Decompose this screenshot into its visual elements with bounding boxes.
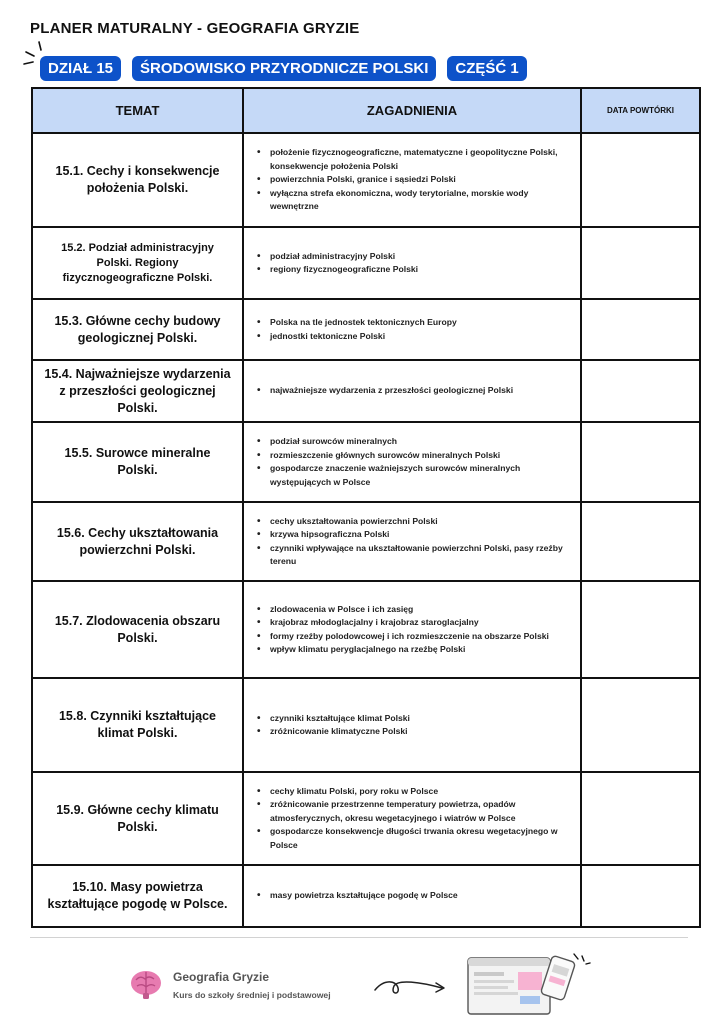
issues-list (256, 435, 566, 489)
section-name-pill: ŚRODOWISKO PRZYRODNICZE POLSKI (132, 56, 436, 81)
issues-list (256, 785, 566, 853)
laptop-phone-mockup-icon (462, 950, 592, 1016)
issues-cell (243, 360, 581, 422)
planner-table (31, 87, 701, 928)
issue-item: • masy powietrza kształtujące pogodę w Polsce (256, 889, 566, 903)
planner-title: PLANER MATURALNY - GEOGRAFIA GRYZIE (30, 20, 360, 37)
issue-item: • podział surowców mineralnych (256, 435, 566, 449)
issue-item: • gospodarcze znaczenie ważniejszych surowców mineralnych występujących w Polsce (256, 462, 566, 489)
table-row (32, 299, 700, 360)
issue-item: • formy rzeźby polodowcowej i ich rozmieszczenie na obszarze Polski (256, 630, 566, 644)
table-row (32, 772, 700, 865)
review-date-cell[interactable] (581, 772, 700, 865)
table-row (32, 360, 700, 422)
issue-item: • jednostki tektoniczne Polski (256, 330, 566, 344)
issue-item: • podział administracyjny Polski (256, 250, 566, 264)
issues-list (256, 146, 566, 214)
topic-cell: 15.4. Najważniejsze wydarzenia z przeszłości geologicznej Polski. (32, 360, 243, 422)
issues-list (256, 889, 566, 903)
topic-cell: 15.5. Surowce mineralne Polski. (32, 422, 243, 502)
review-date-cell[interactable] (581, 581, 700, 678)
table-row (32, 133, 700, 227)
review-date-cell[interactable] (581, 865, 700, 927)
table-row (32, 422, 700, 502)
table-row (32, 865, 700, 927)
issues-cell (243, 772, 581, 865)
section-pills (40, 56, 527, 81)
issues-list (256, 515, 566, 569)
topic-cell: 15.9. Główne cechy klimatu Polski. (32, 772, 243, 865)
topic-cell: 15.2. Podział administracyjny Polski. Regiony fizycznogeograficzne Polski. (32, 227, 243, 299)
review-date-cell[interactable] (581, 227, 700, 299)
section-number-pill: DZIAŁ 15 (40, 56, 121, 81)
review-date-cell[interactable] (581, 502, 700, 581)
issue-item: • czynniki kształtujące klimat Polski (256, 712, 566, 726)
footer-tagline: Kurs do szkoły średniej i podstawowej (173, 990, 331, 1000)
issues-list (256, 250, 566, 277)
issue-item: • zróżnicowanie klimatyczne Polski (256, 725, 566, 739)
issue-item: • gospodarcze konsekwencje długości trwania okresu wegetacyjnego w Polsce (256, 825, 566, 852)
issues-cell (243, 502, 581, 581)
review-date-cell[interactable] (581, 360, 700, 422)
review-date-cell[interactable] (581, 422, 700, 502)
issues-cell (243, 133, 581, 227)
column-header-issues: ZAGADNIENIA (243, 88, 581, 133)
review-date-cell[interactable] (581, 678, 700, 772)
topic-cell: 15.7. Zlodowacenia obszaru Polski. (32, 581, 243, 678)
column-header-review-date: DATA POWTÓRKI (581, 88, 700, 133)
topic-cell: 15.3. Główne cechy budowy geologicznej Polski. (32, 299, 243, 360)
table-row (32, 227, 700, 299)
issue-item: • krajobraz młodoglacjalny i krajobraz staroglacjalny (256, 616, 566, 630)
issue-item: • regiony fizycznogeograficzne Polski (256, 263, 566, 277)
issue-item: • powierzchnia Polski, granice i sąsiedzi Polski (256, 173, 566, 187)
issues-cell (243, 299, 581, 360)
issue-item: • cechy klimatu Polski, pory roku w Polsce (256, 785, 566, 799)
issues-cell (243, 678, 581, 772)
review-date-cell[interactable] (581, 133, 700, 227)
table-row (32, 581, 700, 678)
review-date-cell[interactable] (581, 299, 700, 360)
topic-cell: 15.1. Cechy i konsekwencje położenia Polski. (32, 133, 243, 227)
issue-item: • najważniejsze wydarzenia z przeszłości geologicznej Polski (256, 384, 566, 398)
issue-item: • krzywa hipsograficzna Polski (256, 528, 566, 542)
issues-cell (243, 227, 581, 299)
issues-list (256, 384, 566, 398)
issues-list (256, 316, 566, 343)
table-header-row (32, 88, 700, 133)
issues-list (256, 712, 566, 739)
topic-cell: 15.8. Czynniki kształtujące klimat Polski. (32, 678, 243, 772)
brain-logo-icon (128, 966, 164, 1002)
issue-item: • zróżnicowanie przestrzenne temperatury powietrza, opadów atmosferycznych, okresu wegetacyjnego i wiatrów w Polsce (256, 798, 566, 825)
table-body (32, 133, 700, 927)
issues-list (256, 603, 566, 657)
issue-item: • wyłączna strefa ekonomiczna, wody terytorialne, morskie wody wewnętrzne (256, 187, 566, 214)
issues-cell (243, 581, 581, 678)
curly-arrow-icon (372, 976, 452, 998)
issues-cell (243, 422, 581, 502)
part-pill: CZĘŚĆ 1 (447, 56, 526, 81)
issue-item: • wpływ klimatu peryglacjalnego na rzeźbę Polski (256, 643, 566, 657)
issue-item: • zlodowacenia w Polsce i ich zasięg (256, 603, 566, 617)
table-row (32, 502, 700, 581)
topic-cell: 15.6. Cechy ukształtowania powierzchni Polski. (32, 502, 243, 581)
footer-divider (30, 937, 688, 938)
issue-item: • położenie fizycznogeograficzne, matematyczne i geopolityczne Polski, konsekwencje położenia Polski (256, 146, 566, 173)
issue-item: • czynniki wpływające na ukształtowanie powierzchni Polski, pasy rzeźby terenu (256, 542, 566, 569)
column-header-topic: TEMAT (32, 88, 243, 133)
topic-cell: 15.10. Masy powietrza kształtujące pogodę w Polsce. (32, 865, 243, 927)
issue-item: • cechy ukształtowania powierzchni Polski (256, 515, 566, 529)
issue-item: • Polska na tle jednostek tektonicznych Europy (256, 316, 566, 330)
issue-item: • rozmieszczenie głównych surowców mineralnych Polski (256, 449, 566, 463)
issues-cell (243, 865, 581, 927)
footer-brand: Geografia Gryzie (173, 970, 270, 984)
table-row (32, 678, 700, 772)
